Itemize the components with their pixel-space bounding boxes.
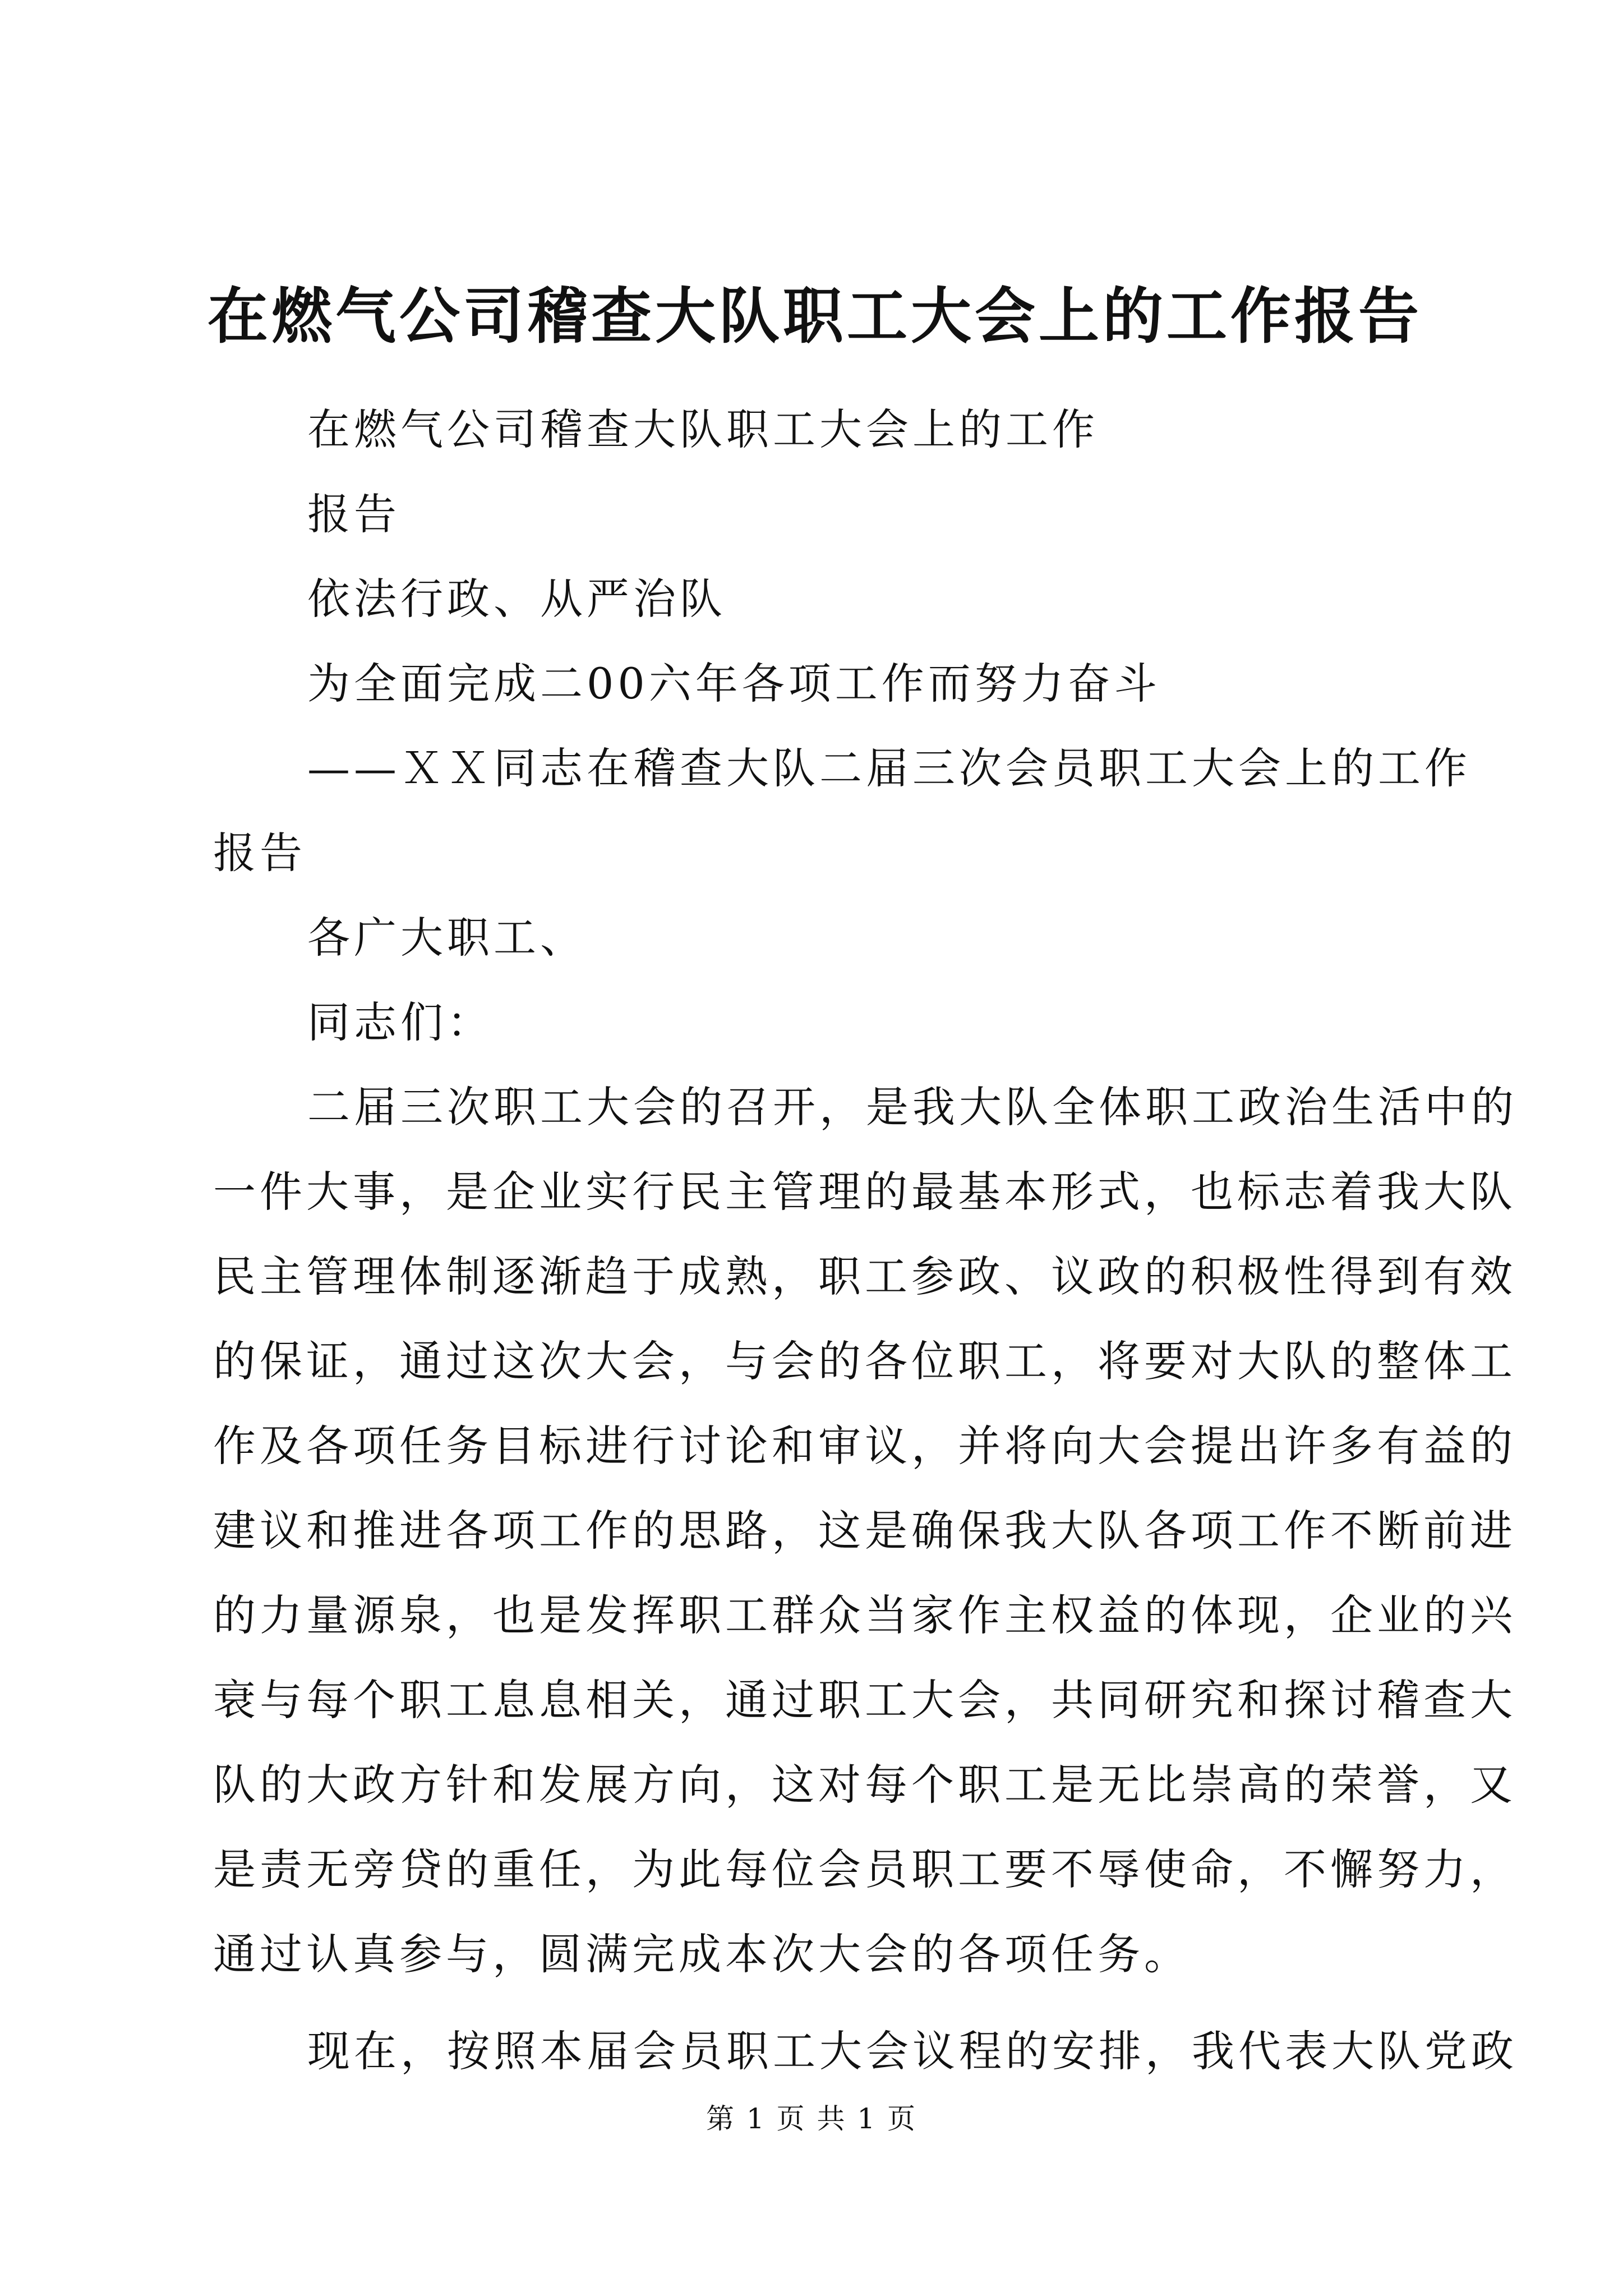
byline-line-1: ——ＸＸ同志在稽查大队二届三次会员职工大会上的工作 [307, 743, 1471, 793]
subtitle-line-1: 在燃气公司稽查大队职工大会上的工作 [307, 404, 1099, 454]
paragraph-line: 衰与每个职工息息相关，通过职工大会，共同研究和探讨稽查大 [213, 1675, 1516, 1725]
paragraph-line: 是责无旁贷的重任，为此每位会员职工要不辱使命，不懈努力， [213, 1844, 1516, 1894]
salutation-line-2: 同志们： [307, 997, 494, 1047]
paragraph-line: 民主管理体制逐渐趋于成熟，职工参政、议政的积极性得到有效 [213, 1251, 1516, 1301]
paragraph-line: 二届三次职工大会的召开，是我大队全体职工政治生活中的 [307, 1082, 1518, 1132]
document-title: 在燃气公司稽查大队职工大会上的工作报告 [208, 281, 1423, 352]
paragraph-line: 的力量源泉，也是发挥职工群众当家作主权益的体现，企业的兴 [213, 1590, 1516, 1640]
paragraph-line: 现在，按照本届会员职工大会议程的安排，我代表大队党政 [307, 2026, 1518, 2076]
theme-line-1: 依法行政、从严治队 [307, 574, 726, 624]
paragraph-line: 建议和推进各项工作的思路，这是确保我大队各项工作不断前进 [213, 1506, 1516, 1556]
paragraph-line: 队的大政方针和发展方向，这对每个职工是无比崇高的荣誉，又 [213, 1760, 1516, 1810]
salutation-line-1: 各广大职工、 [307, 913, 587, 963]
subtitle-line-2: 报告 [307, 489, 400, 539]
paragraph-line: 一件大事，是企业实行民主管理的最基本形式，也标志着我大队 [213, 1167, 1516, 1217]
document-body [213, 387, 1518, 2093]
paragraph-line: 的保证，通过这次大会，与会的各位职工，将要对大队的整体工 [213, 1336, 1516, 1386]
page-number: 第 1 页 共 1 页 [706, 2102, 917, 2135]
paragraph-line: 作及各项任务目标进行讨论和审议，并将向大会提出许多有益的 [213, 1421, 1516, 1471]
theme-line-2: 为全面完成二00六年各项工作而努力奋斗 [307, 659, 1161, 708]
byline-line-2: 报告 [213, 828, 306, 878]
paragraph-line: 通过认真参与，圆满完成本次大会的各项任务。 [213, 1929, 1191, 1979]
